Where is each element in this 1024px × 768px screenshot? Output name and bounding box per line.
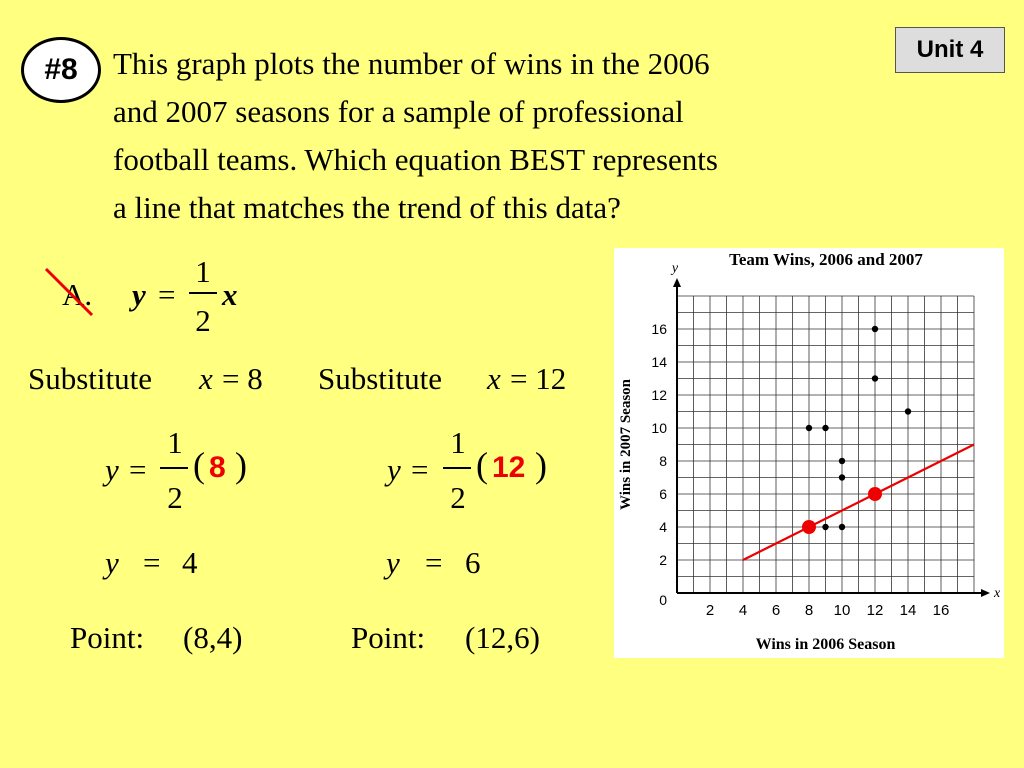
y-tick-label: 6 xyxy=(659,486,667,502)
substitute-value-right: = 12 xyxy=(510,361,567,396)
open-paren-left: ( xyxy=(193,445,205,485)
substitute-value-left: = 8 xyxy=(222,361,263,396)
equation-equals-right: = xyxy=(411,452,429,487)
result-equals-left: = xyxy=(143,545,161,580)
substitute-label-left: Substitute xyxy=(28,361,153,396)
highlighted-point xyxy=(802,520,816,534)
result-y-right: y xyxy=(386,545,400,580)
strikeout-mark xyxy=(44,267,96,317)
close-paren-left: ) xyxy=(235,445,247,485)
unit-label: Unit 4 xyxy=(895,27,1005,73)
fraction-numerator-left: 1 xyxy=(167,425,183,460)
x-tick-label: 14 xyxy=(899,602,917,619)
data-point xyxy=(822,524,828,530)
substitute-var-right: x xyxy=(487,361,501,396)
data-point xyxy=(872,326,878,332)
y-tick-label: 12 xyxy=(651,387,667,403)
result-y-left: y xyxy=(105,545,119,580)
x-axis-label: Wins in 2006 Season xyxy=(755,636,896,653)
x-tick-label: 8 xyxy=(804,602,814,619)
equation-y-left: y xyxy=(105,452,119,487)
y-axis-arrow xyxy=(673,278,681,287)
x-tick-label: 2 xyxy=(705,602,715,619)
equation-y-right: y xyxy=(387,452,401,487)
point-value-left: (8,4) xyxy=(183,620,243,655)
data-point xyxy=(872,375,878,381)
option-equals: = xyxy=(158,277,176,312)
point-value-right: (12,6) xyxy=(465,620,540,655)
y-tick-label: 8 xyxy=(659,453,667,469)
scatter-chart-panel xyxy=(614,248,1004,658)
y-tick-label: 4 xyxy=(659,519,667,535)
question-text xyxy=(113,40,913,232)
y-tick-label: 16 xyxy=(651,321,667,337)
result-value-left: 4 xyxy=(182,545,198,580)
option-y-var: y xyxy=(132,277,146,312)
y-axis-label: Wins in 2007 Season xyxy=(618,378,634,511)
close-paren-right: ) xyxy=(535,445,547,485)
question-line: and 2007 seasons for a sample of professional xyxy=(113,94,684,129)
chart-title: Team Wins, 2006 and 2007 xyxy=(729,250,923,269)
data-point xyxy=(905,408,911,414)
y-tick-label: 10 xyxy=(651,420,667,436)
result-value-right: 6 xyxy=(465,545,481,580)
open-paren-right: ( xyxy=(476,445,488,485)
fraction-denominator-right: 2 xyxy=(450,480,466,515)
x-tick-label: 4 xyxy=(738,602,748,619)
problem-number-badge: #8 xyxy=(21,37,101,103)
data-point xyxy=(839,524,845,530)
x-tick-label: 12 xyxy=(866,602,884,619)
x-axis-arrow xyxy=(981,589,990,597)
result-equals-right: = xyxy=(425,545,443,580)
option-letter: A. xyxy=(62,277,93,312)
data-point xyxy=(822,425,828,431)
substitute-var-left: x xyxy=(199,361,213,396)
y-axis-letter: y xyxy=(671,261,679,276)
substituted-value-right: 12 xyxy=(492,451,526,484)
substituted-value-left: 8 xyxy=(209,451,226,484)
point-label-right: Point: xyxy=(351,620,426,655)
fraction-numerator-right: 1 xyxy=(450,425,466,460)
equation-equals-left: = xyxy=(129,452,147,487)
y-tick-label: 2 xyxy=(659,552,667,568)
question-line: This graph plots the number of wins in the 2006 xyxy=(113,46,710,81)
fraction-bar-right xyxy=(443,467,471,469)
question-line: football teams. Which equation BEST represents xyxy=(113,142,718,177)
point-label-left: Point: xyxy=(70,620,145,655)
fraction-bar-left xyxy=(160,467,188,469)
option-denominator: 2 xyxy=(195,303,211,338)
origin-label: 0 xyxy=(659,592,667,608)
x-tick-label: 16 xyxy=(932,602,950,619)
data-point xyxy=(806,425,812,431)
highlighted-point xyxy=(868,487,882,501)
data-point xyxy=(839,458,845,464)
x-tick-label: 10 xyxy=(833,602,851,619)
substitute-label-right: Substitute xyxy=(318,361,443,396)
option-fraction-bar xyxy=(189,292,217,294)
option-x-var: x xyxy=(222,277,238,312)
option-numerator: 1 xyxy=(195,254,211,289)
y-tick-label: 14 xyxy=(651,354,667,370)
x-tick-label: 6 xyxy=(771,602,781,619)
x-axis-letter: x xyxy=(994,586,1001,601)
question-line: a line that matches the trend of this data? xyxy=(113,190,621,225)
scatter-chart xyxy=(614,248,1004,658)
data-point xyxy=(839,474,845,480)
fraction-denominator-left: 2 xyxy=(167,480,183,515)
